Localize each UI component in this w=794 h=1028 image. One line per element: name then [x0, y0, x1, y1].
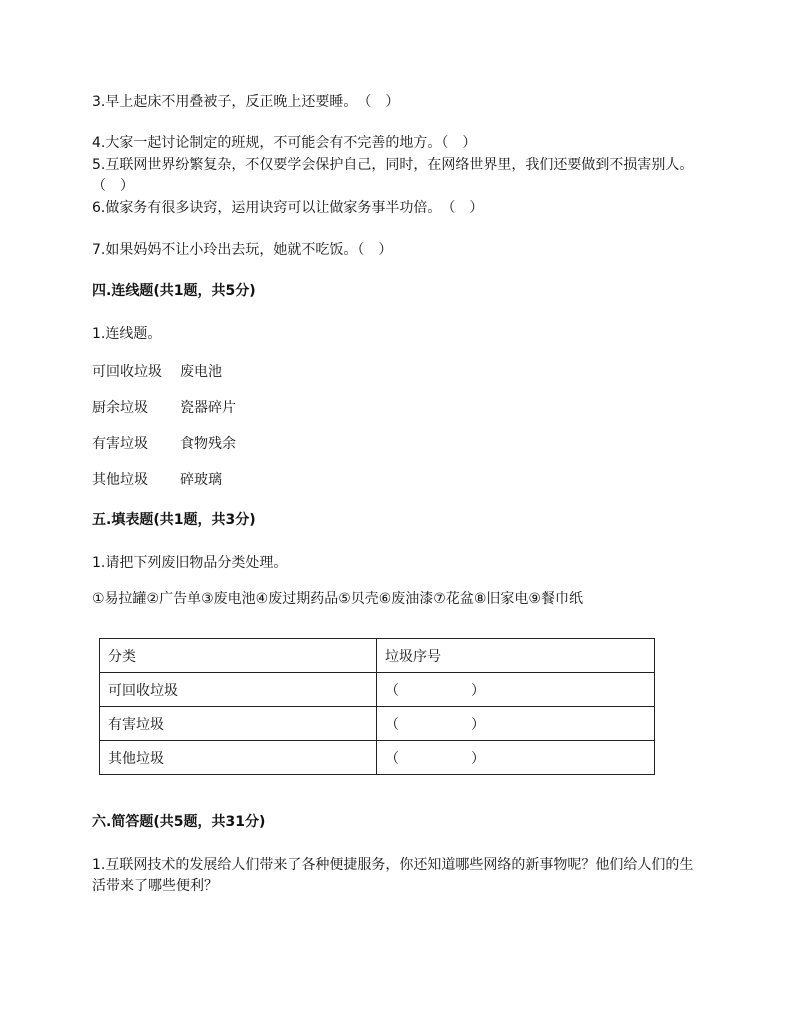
section6-heading: 六.简答题(共5题，共31分)	[92, 814, 266, 830]
table-cell-answer[interactable]: （ ）	[377, 741, 655, 775]
match-right-item: 瓷器碎片	[180, 400, 236, 416]
match-right-item: 食物残余	[180, 436, 236, 452]
table-row	[100, 673, 655, 707]
match-row	[92, 470, 222, 491]
table-row	[100, 707, 655, 741]
table-cell-answer[interactable]: （ ）	[377, 673, 655, 707]
judgement-q3: 3.早上起床不用叠被子，反正晚上还要睡。 （ ）	[92, 94, 400, 110]
judgement-q7: 7.如果妈妈不让小玲出去玩，她就不吃饭。（ ）	[92, 242, 393, 258]
match-left-item: 可回收垃圾	[92, 364, 162, 380]
table-header-row	[100, 639, 655, 673]
judgement-q6: 6.做家务有很多诀窍，运用诀窍可以让做家务事半功倍。 （ ）	[92, 200, 484, 216]
section5-question: 1.请把下列废旧物品分类处理。	[92, 555, 288, 571]
match-row	[92, 398, 236, 419]
section4-heading: 四.连线题(共1题，共5分)	[92, 283, 256, 299]
section4-question: 1.连线题。	[92, 326, 162, 342]
match-row	[92, 362, 222, 383]
judgement-q5: 5.互联网世界纷繁复杂，不仅要学会保护自己，同时，在网络世界里，我们还要做到不损害别人。（ ）	[92, 157, 694, 194]
judgement-q4: 4.大家一起讨论制定的班规，不可能会有不完善的地方。（ ）	[92, 135, 477, 151]
table-cell-category: 其他垃圾	[100, 741, 377, 775]
section5-heading: 五.填表题(共1题，共3分)	[92, 512, 256, 528]
table-row	[100, 741, 655, 775]
match-left-item: 有害垃圾	[92, 436, 148, 452]
classification-table	[99, 638, 655, 775]
match-left-item: 其他垃圾	[92, 472, 148, 488]
table-cell-category: 有害垃圾	[100, 707, 377, 741]
section6-question: 1.互联网技术的发展给人们带来了各种便捷服务，你还知道哪些网络的新事物呢？他们给人们的生活带来了哪些便利？	[92, 857, 694, 894]
match-left-item: 厨余垃圾	[92, 400, 148, 416]
table-header-number: 垃圾序号	[377, 639, 655, 673]
match-row	[92, 434, 236, 455]
match-right-item: 废电池	[180, 364, 222, 380]
table-cell-answer[interactable]: （ ）	[377, 707, 655, 741]
section5-items: ①易拉罐②广告单③废电池④废过期药品⑤贝壳⑥废油漆⑦花盆⑧旧家电⑨餐巾纸	[92, 591, 583, 607]
table-header-category: 分类	[100, 639, 377, 673]
table-cell-category: 可回收垃圾	[100, 673, 377, 707]
match-right-item: 碎玻璃	[180, 472, 222, 488]
